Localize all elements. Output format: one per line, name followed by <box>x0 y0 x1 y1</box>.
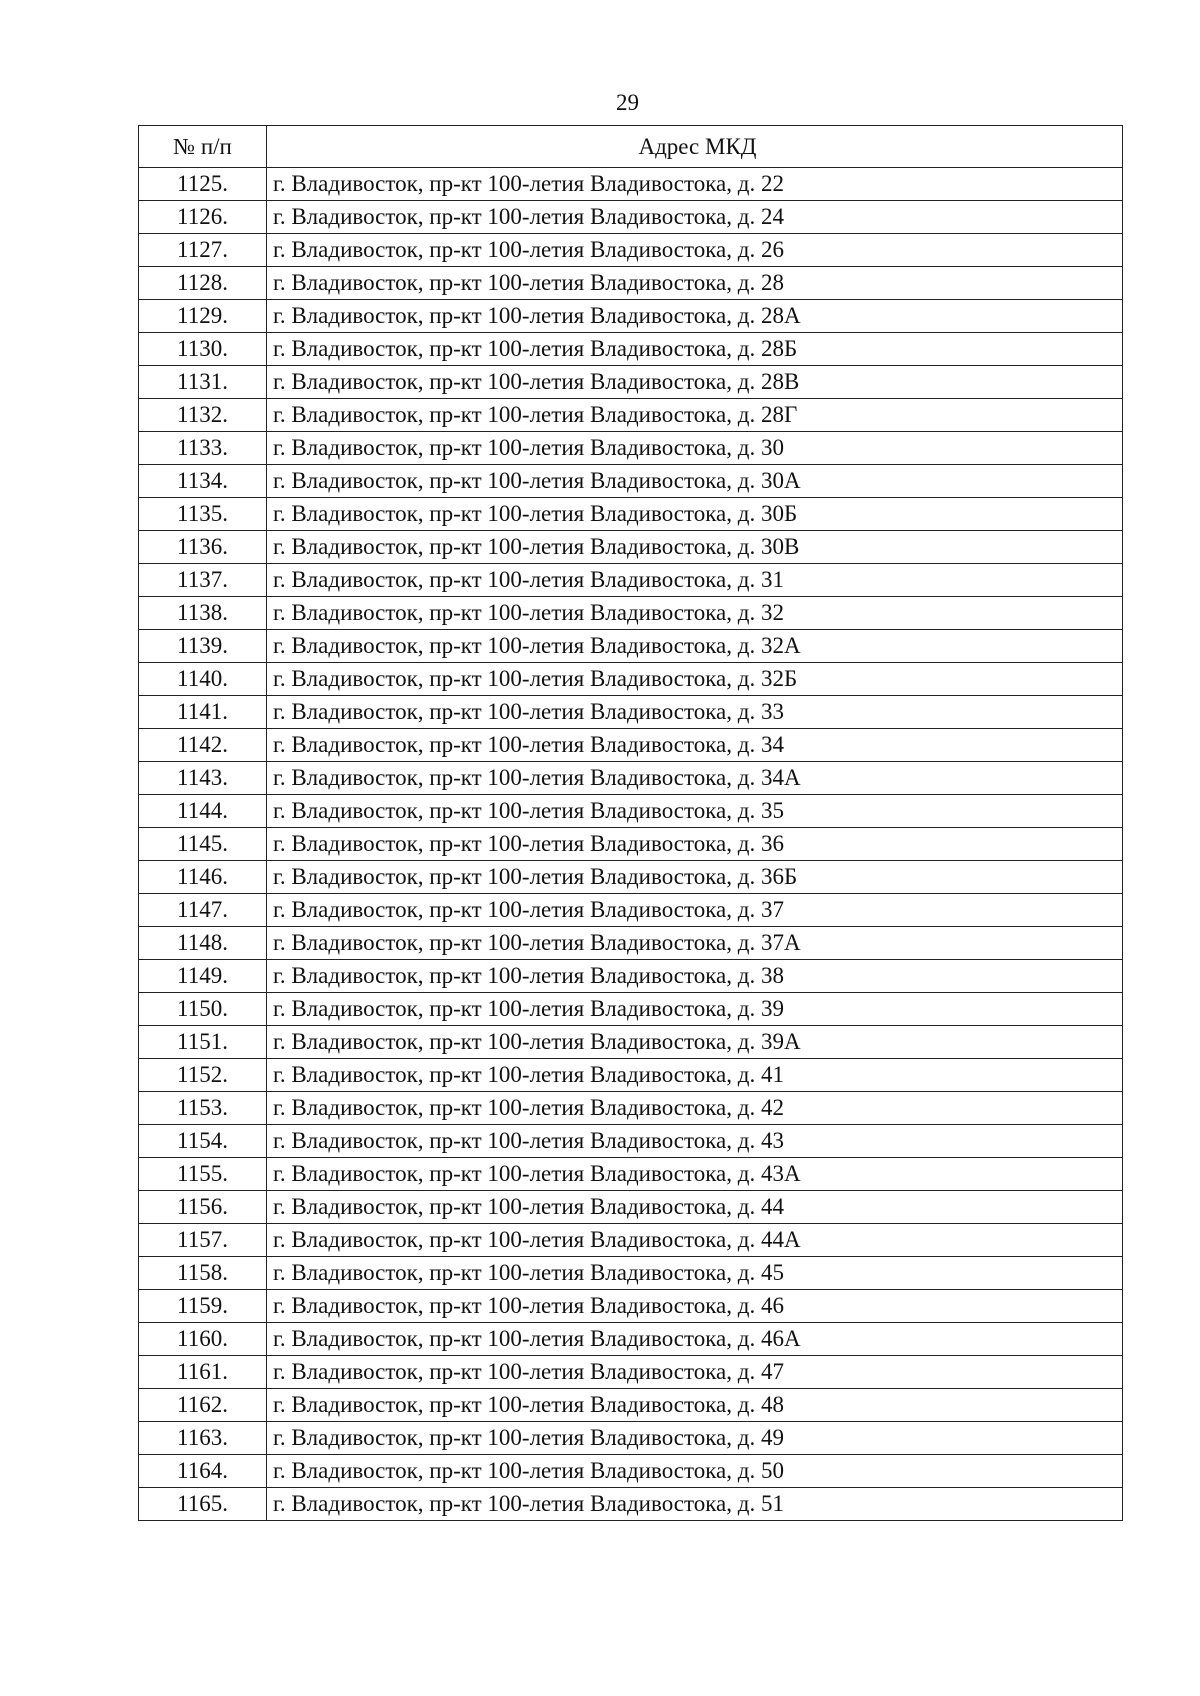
row-number: 1144. <box>139 795 267 828</box>
row-address: г. Владивосток, пр-кт 100-летия Владивостока, д. 28А <box>267 300 1123 333</box>
table-row <box>139 1092 1123 1125</box>
row-address: г. Владивосток, пр-кт 100-летия Владивостока, д. 39 <box>267 993 1123 1026</box>
row-number: 1151. <box>139 1026 267 1059</box>
table-row <box>139 1323 1123 1356</box>
table-row <box>139 1488 1123 1521</box>
table-row <box>139 234 1123 267</box>
row-number: 1162. <box>139 1389 267 1422</box>
table-row <box>139 696 1123 729</box>
row-address: г. Владивосток, пр-кт 100-летия Владивостока, д. 36Б <box>267 861 1123 894</box>
row-address: г. Владивосток, пр-кт 100-летия Владивостока, д. 30В <box>267 531 1123 564</box>
row-address: г. Владивосток, пр-кт 100-летия Владивостока, д. 22 <box>267 168 1123 201</box>
row-number: 1129. <box>139 300 267 333</box>
table-row <box>139 564 1123 597</box>
table-row <box>139 432 1123 465</box>
row-address: г. Владивосток, пр-кт 100-летия Владивостока, д. 47 <box>267 1356 1123 1389</box>
row-number: 1133. <box>139 432 267 465</box>
table-header <box>139 126 1123 168</box>
row-number: 1155. <box>139 1158 267 1191</box>
table-row <box>139 1158 1123 1191</box>
row-number: 1145. <box>139 828 267 861</box>
row-number: 1153. <box>139 1092 267 1125</box>
table-row <box>139 630 1123 663</box>
header-address: Адрес МКД <box>267 126 1123 168</box>
table-row <box>139 1191 1123 1224</box>
table-row <box>139 1356 1123 1389</box>
row-address: г. Владивосток, пр-кт 100-летия Владивостока, д. 50 <box>267 1455 1123 1488</box>
table-row <box>139 1257 1123 1290</box>
row-number: 1137. <box>139 564 267 597</box>
row-number: 1140. <box>139 663 267 696</box>
row-address: г. Владивосток, пр-кт 100-летия Владивостока, д. 41 <box>267 1059 1123 1092</box>
row-address: г. Владивосток, пр-кт 100-летия Владивостока, д. 43 <box>267 1125 1123 1158</box>
table-row <box>139 201 1123 234</box>
table-body <box>139 168 1123 1521</box>
header-row <box>139 126 1123 168</box>
row-number: 1128. <box>139 267 267 300</box>
address-table <box>138 125 1123 1521</box>
row-address: г. Владивосток, пр-кт 100-летия Владивостока, д. 42 <box>267 1092 1123 1125</box>
table-row <box>139 762 1123 795</box>
row-address: г. Владивосток, пр-кт 100-летия Владивостока, д. 32А <box>267 630 1123 663</box>
row-number: 1146. <box>139 861 267 894</box>
table-row <box>139 828 1123 861</box>
row-address: г. Владивосток, пр-кт 100-летия Владивостока, д. 44 <box>267 1191 1123 1224</box>
row-address: г. Владивосток, пр-кт 100-летия Владивостока, д. 32Б <box>267 663 1123 696</box>
row-number: 1156. <box>139 1191 267 1224</box>
table-row <box>139 333 1123 366</box>
row-number: 1154. <box>139 1125 267 1158</box>
table-row <box>139 267 1123 300</box>
table-row <box>139 960 1123 993</box>
row-address: г. Владивосток, пр-кт 100-летия Владивостока, д. 30Б <box>267 498 1123 531</box>
row-address: г. Владивосток, пр-кт 100-летия Владивостока, д. 24 <box>267 201 1123 234</box>
row-number: 1159. <box>139 1290 267 1323</box>
row-number: 1161. <box>139 1356 267 1389</box>
table-row <box>139 861 1123 894</box>
row-number: 1132. <box>139 399 267 432</box>
row-address: г. Владивосток, пр-кт 100-летия Владивостока, д. 28Г <box>267 399 1123 432</box>
row-address: г. Владивосток, пр-кт 100-летия Владивостока, д. 46 <box>267 1290 1123 1323</box>
table-row <box>139 1389 1123 1422</box>
row-number: 1164. <box>139 1455 267 1488</box>
row-number: 1130. <box>139 333 267 366</box>
table-row <box>139 927 1123 960</box>
row-address: г. Владивосток, пр-кт 100-летия Владивостока, д. 44А <box>267 1224 1123 1257</box>
table-row <box>139 366 1123 399</box>
row-number: 1163. <box>139 1422 267 1455</box>
table-row <box>139 168 1123 201</box>
row-number: 1143. <box>139 762 267 795</box>
row-address: г. Владивосток, пр-кт 100-летия Владивостока, д. 34 <box>267 729 1123 762</box>
table-row <box>139 894 1123 927</box>
row-number: 1160. <box>139 1323 267 1356</box>
row-number: 1147. <box>139 894 267 927</box>
row-number: 1142. <box>139 729 267 762</box>
row-address: г. Владивосток, пр-кт 100-летия Владивостока, д. 36 <box>267 828 1123 861</box>
row-number: 1165. <box>139 1488 267 1521</box>
row-number: 1139. <box>139 630 267 663</box>
row-number: 1152. <box>139 1059 267 1092</box>
row-address: г. Владивосток, пр-кт 100-летия Владивостока, д. 35 <box>267 795 1123 828</box>
row-address: г. Владивосток, пр-кт 100-летия Владивостока, д. 43А <box>267 1158 1123 1191</box>
table-row <box>139 531 1123 564</box>
table-row <box>139 1224 1123 1257</box>
row-address: г. Владивосток, пр-кт 100-летия Владивостока, д. 46А <box>267 1323 1123 1356</box>
row-number: 1126. <box>139 201 267 234</box>
table-row <box>139 1290 1123 1323</box>
row-address: г. Владивосток, пр-кт 100-летия Владивостока, д. 31 <box>267 564 1123 597</box>
table-row <box>139 663 1123 696</box>
row-number: 1134. <box>139 465 267 498</box>
table-row <box>139 465 1123 498</box>
row-number: 1135. <box>139 498 267 531</box>
row-address: г. Владивосток, пр-кт 100-летия Владивостока, д. 32 <box>267 597 1123 630</box>
row-address: г. Владивосток, пр-кт 100-летия Владивостока, д. 26 <box>267 234 1123 267</box>
table-row <box>139 1422 1123 1455</box>
row-address: г. Владивосток, пр-кт 100-летия Владивостока, д. 39А <box>267 1026 1123 1059</box>
row-number: 1148. <box>139 927 267 960</box>
row-number: 1127. <box>139 234 267 267</box>
table-row <box>139 729 1123 762</box>
page-number: 29 <box>616 90 639 115</box>
row-address: г. Владивосток, пр-кт 100-летия Владивостока, д. 34А <box>267 762 1123 795</box>
table-row <box>139 1026 1123 1059</box>
row-address: г. Владивосток, пр-кт 100-летия Владивостока, д. 49 <box>267 1422 1123 1455</box>
table-row <box>139 300 1123 333</box>
row-number: 1131. <box>139 366 267 399</box>
row-address: г. Владивосток, пр-кт 100-летия Владивостока, д. 28В <box>267 366 1123 399</box>
row-number: 1158. <box>139 1257 267 1290</box>
row-number: 1149. <box>139 960 267 993</box>
row-address: г. Владивосток, пр-кт 100-летия Владивостока, д. 48 <box>267 1389 1123 1422</box>
row-address: г. Владивосток, пр-кт 100-летия Владивостока, д. 45 <box>267 1257 1123 1290</box>
row-address: г. Владивосток, пр-кт 100-летия Владивостока, д. 30 <box>267 432 1123 465</box>
table-row <box>139 1455 1123 1488</box>
header-number: № п/п <box>139 126 267 168</box>
row-address: г. Владивосток, пр-кт 100-летия Владивостока, д. 28 <box>267 267 1123 300</box>
row-number: 1138. <box>139 597 267 630</box>
table-row <box>139 498 1123 531</box>
row-address: г. Владивосток, пр-кт 100-летия Владивостока, д. 30А <box>267 465 1123 498</box>
row-address: г. Владивосток, пр-кт 100-летия Владивостока, д. 37А <box>267 927 1123 960</box>
row-number: 1136. <box>139 531 267 564</box>
row-number: 1150. <box>139 993 267 1026</box>
table-row <box>139 1059 1123 1092</box>
table-row <box>139 1125 1123 1158</box>
table-row <box>139 399 1123 432</box>
row-address: г. Владивосток, пр-кт 100-летия Владивостока, д. 28Б <box>267 333 1123 366</box>
row-number: 1141. <box>139 696 267 729</box>
table-row <box>139 597 1123 630</box>
row-number: 1157. <box>139 1224 267 1257</box>
row-address: г. Владивосток, пр-кт 100-летия Владивостока, д. 38 <box>267 960 1123 993</box>
row-address: г. Владивосток, пр-кт 100-летия Владивостока, д. 33 <box>267 696 1123 729</box>
row-address: г. Владивосток, пр-кт 100-летия Владивостока, д. 37 <box>267 894 1123 927</box>
table-row <box>139 993 1123 1026</box>
table-row <box>139 795 1123 828</box>
row-number: 1125. <box>139 168 267 201</box>
row-address: г. Владивосток, пр-кт 100-летия Владивостока, д. 51 <box>267 1488 1123 1521</box>
